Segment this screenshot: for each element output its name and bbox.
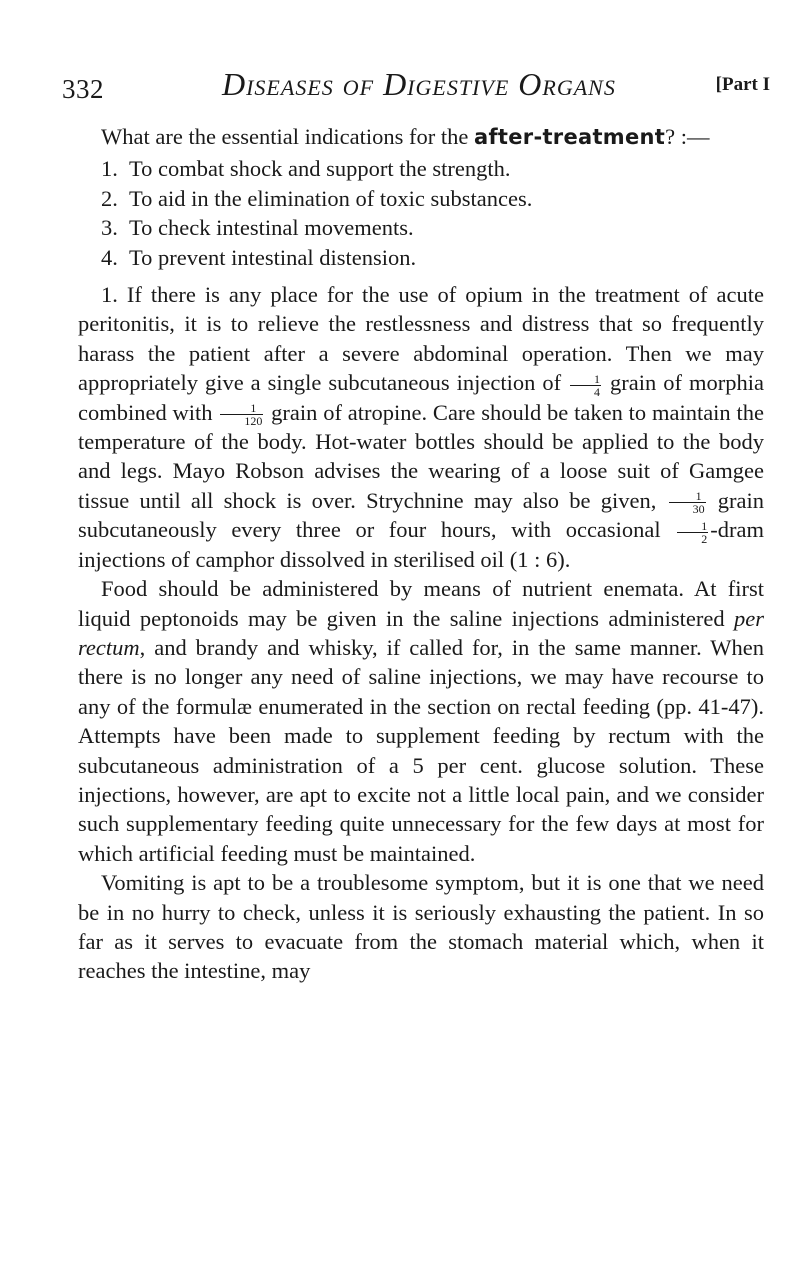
list-item bbox=[78, 184, 764, 213]
fraction-half bbox=[677, 520, 708, 545]
fraction-denominator: 120 bbox=[244, 414, 263, 428]
question-paragraph bbox=[78, 122, 764, 152]
body-text bbox=[78, 122, 764, 986]
part-label: [Part I bbox=[715, 74, 770, 95]
question-text: What are the essential indications for the bbox=[101, 124, 474, 149]
vomiting-text: Vomiting is apt to be a troublesome symptom, but it is one that we need be in no hurry to check, unless it is seriously exhausting the patient. In so far as it serves to evacuate from the stomach material which, when it reaches the intestine, may bbox=[78, 870, 764, 984]
list-item-number: 2. bbox=[101, 185, 118, 211]
fraction-one-hundred-twentieth bbox=[220, 402, 263, 427]
opium-text-1: 1. If there is any place for the use of opium in the treatment of acute peritonitis, it is to relieve the restlessness and distress that so frequently harass the patient after a severe abdominal operation. Then we may appropriately give a single subcutaneous injection of bbox=[78, 282, 764, 396]
opium-text-2: grain of morphia combined with bbox=[78, 370, 764, 425]
fraction-numerator: 1 bbox=[570, 373, 601, 386]
list-item-number: 3. bbox=[101, 215, 118, 241]
question-tail: ? :— bbox=[665, 124, 710, 149]
running-head bbox=[62, 66, 772, 106]
opium-text-3: grain of atropine. Care should be taken to maintain the temperature of the body. Hot-water bottles should be applied to the body and legs. Mayo Robson advises the wearing of a loose suit of Gamgee tissue until all shock is over. Strychnine may also be given, bbox=[78, 399, 764, 513]
list-item-text: To prevent intestinal distension. bbox=[129, 244, 417, 270]
list-item-number: 1. bbox=[101, 156, 118, 182]
fraction-numerator: 1 bbox=[669, 490, 706, 503]
fraction-denominator: 2 bbox=[701, 531, 708, 546]
fraction-numerator: 1 bbox=[677, 520, 708, 533]
list-item bbox=[78, 213, 764, 242]
page-number: 332 bbox=[62, 74, 104, 104]
opium-text-4: grain subcutaneously every three or four hours, with occasional bbox=[78, 487, 765, 543]
list-item bbox=[78, 243, 764, 272]
fraction-one-thirtieth bbox=[669, 490, 706, 515]
fraction-denominator: 4 bbox=[594, 384, 601, 399]
food-text-2: , and brandy and whisky, if called for, in the same manner. When there is no longer any need of saline injections, we may have recourse to any of the formulæ enumerated in the section on rectal feeding (pp. 41-47). Attempts have been made to supplement feeding by rectum with the subcutaneous administration of a 5 per cent. glucose solution. These injections, however, are apt to excite not a little local pain, and we consider such supplementary feeding quite unnecessary for the few days at most for which artificial feeding must be maintained. bbox=[78, 634, 764, 866]
fraction-quarter bbox=[570, 373, 601, 398]
opium-text-5: -dram injections of camphor dissolved in sterilised oil (1 : 6). bbox=[78, 517, 764, 572]
opium-paragraph bbox=[78, 280, 764, 574]
list-item-text: To aid in the elimination of toxic substances. bbox=[129, 185, 533, 211]
list-item bbox=[78, 154, 764, 183]
list-item-text: To combat shock and support the strength. bbox=[129, 156, 511, 182]
vomiting-paragraph bbox=[78, 868, 764, 986]
fraction-numerator: 1 bbox=[220, 402, 263, 415]
fraction-denominator: 30 bbox=[692, 502, 705, 517]
food-paragraph bbox=[78, 574, 764, 868]
list-item-number: 4. bbox=[101, 244, 118, 270]
food-text-1: Food should be administered by means of nutrient enemata. At first liquid peptonoids may be given in the saline injections administered bbox=[78, 576, 764, 631]
running-title: Diseases of Digestive Organs bbox=[222, 66, 616, 102]
per-rectum-italic: per rectum bbox=[78, 605, 764, 660]
question-bold-term: after-treatment bbox=[474, 125, 666, 149]
list-item-text: To check intestinal movements. bbox=[129, 215, 414, 241]
indications-list bbox=[78, 154, 764, 272]
